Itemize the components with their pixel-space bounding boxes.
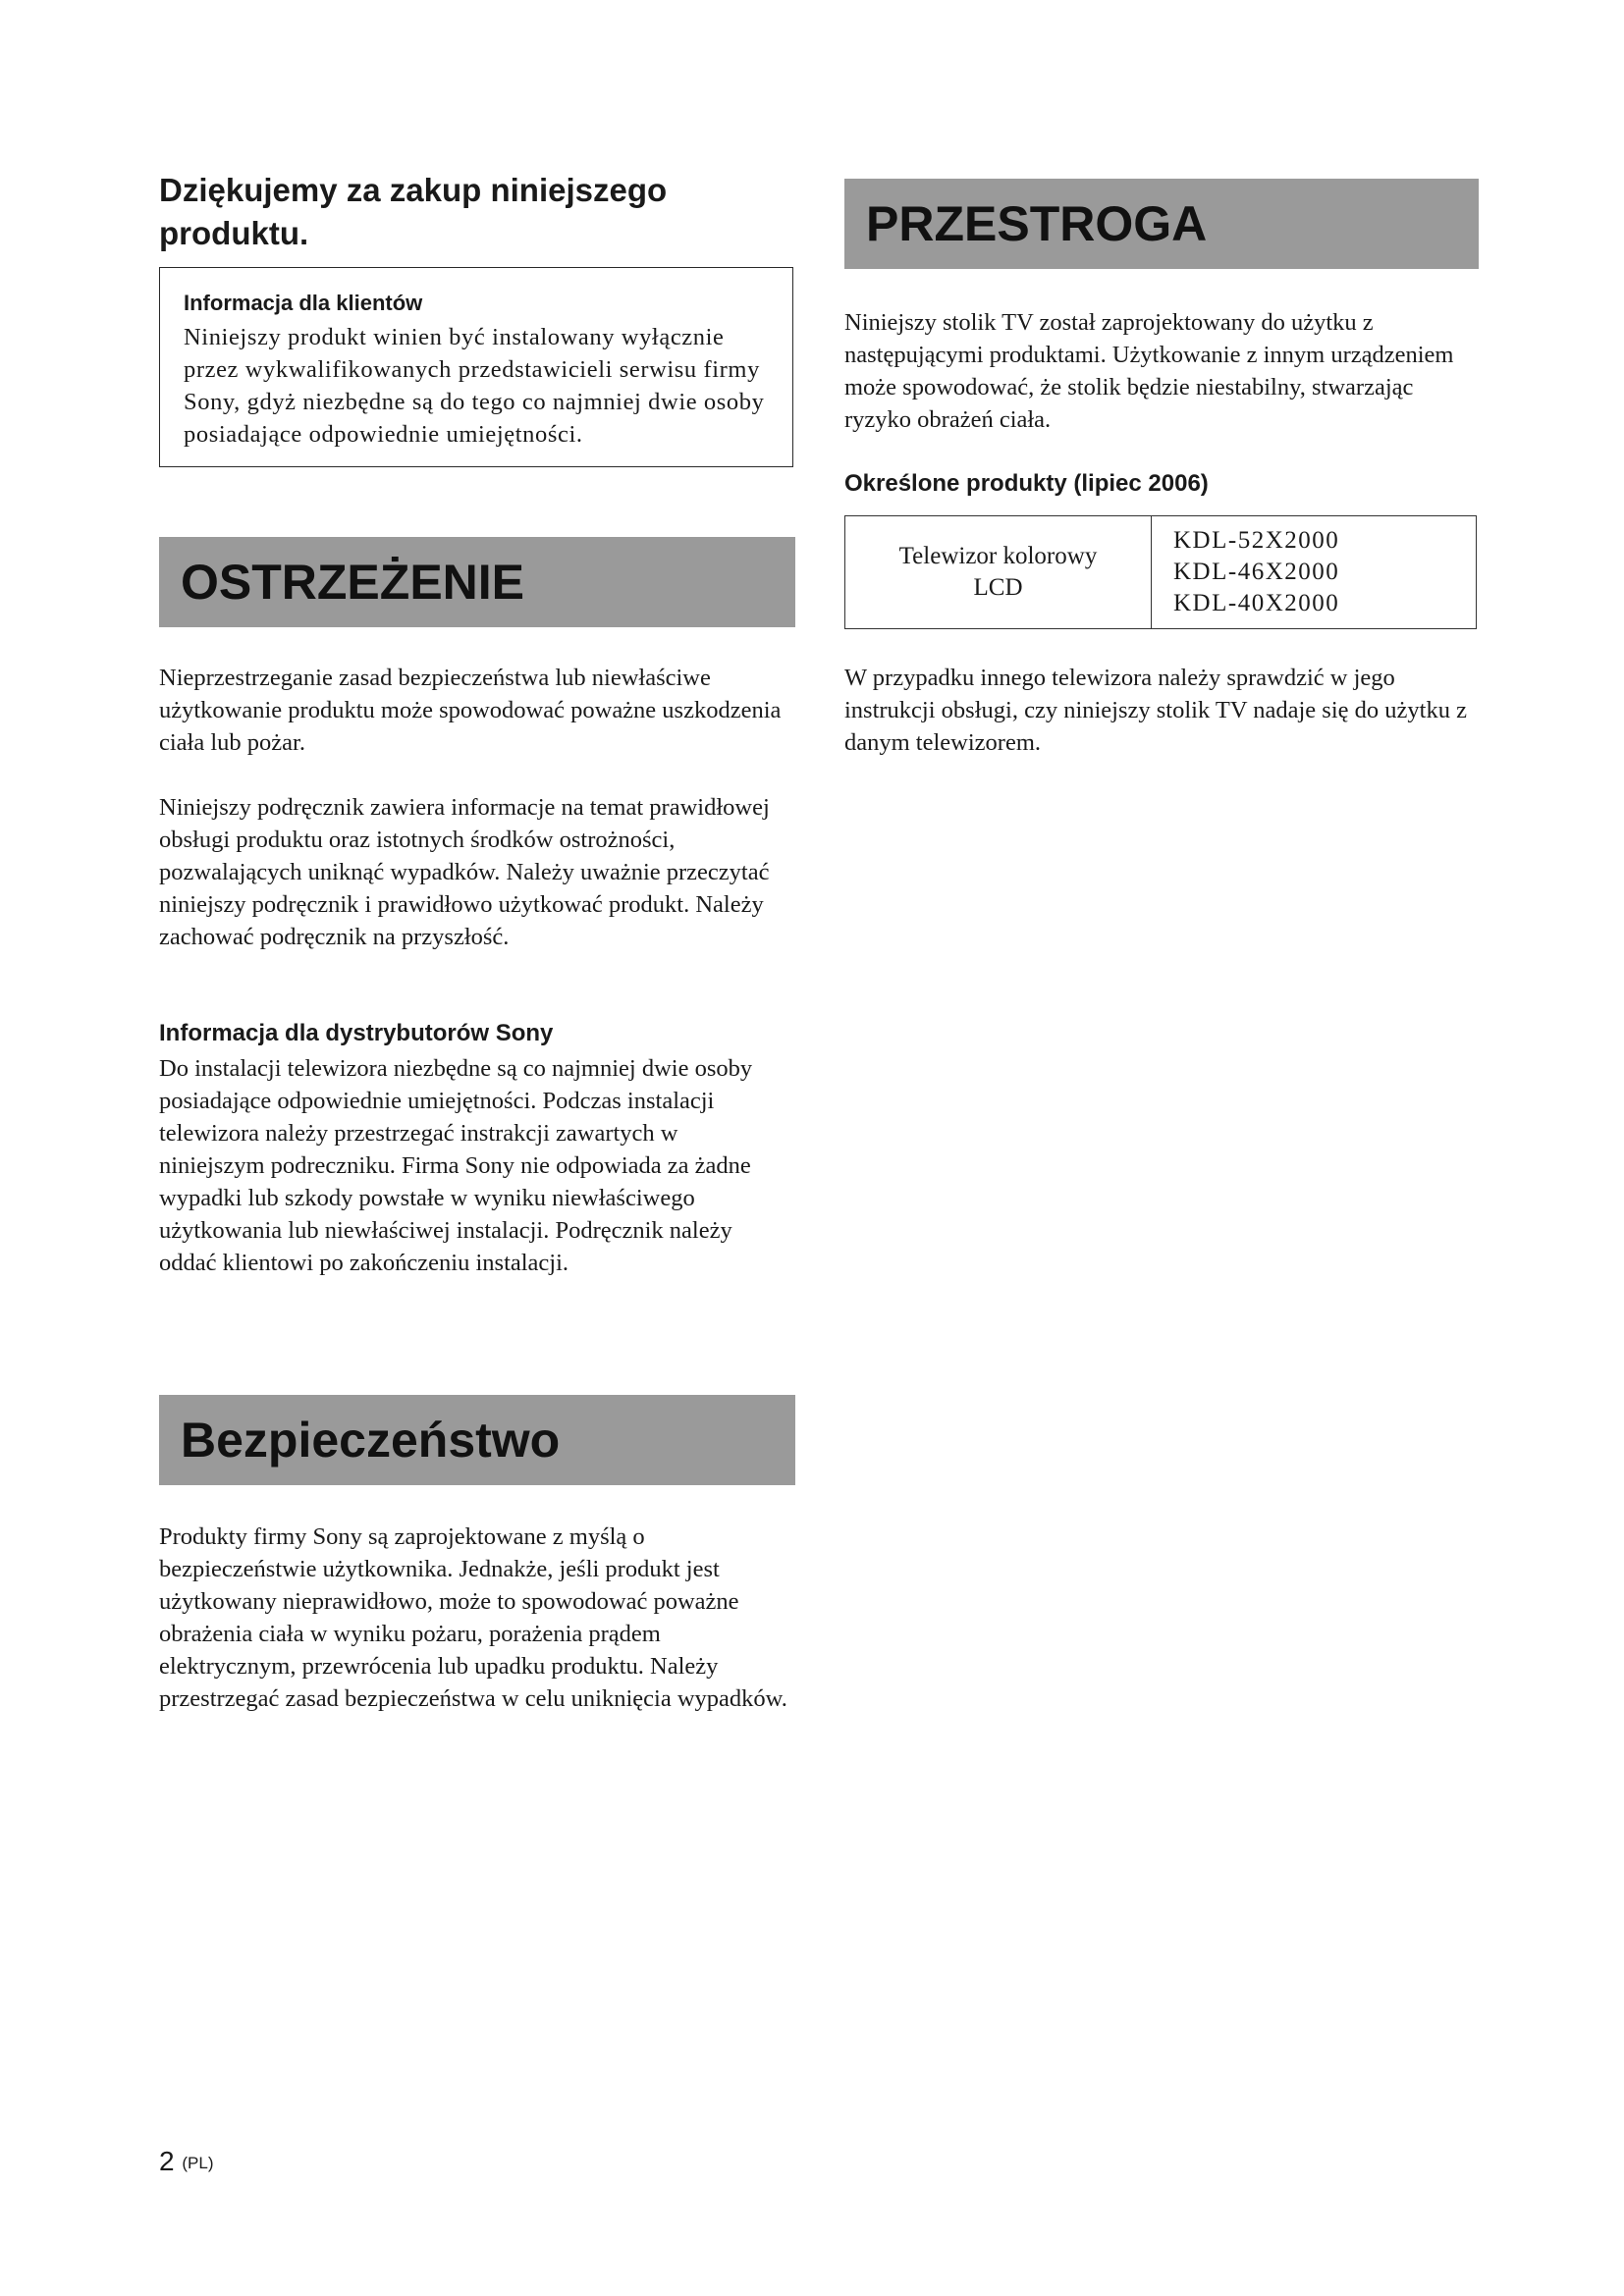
product-type-cell [845, 516, 1152, 629]
product-type-line-2: LCD [973, 574, 1023, 601]
dealers-text: Do instalacji telewizora niezbędne są co najmniej dwie osoby posiadające odpowiednie umiejętności. Podczas instalacji telewizora należy przestrzegać instrakcji zawartych w niniejszym podreczniku. Firma Sony nie odpowiada za żadne wypadki lub szkody powstałe w wyniku niewłaściwego użytkowania lub niewłaściwej instalacji. Podręcznik należy oddać klientowi po zakończeniu instalacji. [159, 1055, 753, 1276]
warning-paragraph-2: Niniejszy podręcznik zawiera informacje na temat prawidłowej obsługi produktu oraz istotnych środków ostrożności, pozwalających uniknąć wypadków. Należy uważnie przeczytać niniejszy podręcznik i prawidłowo użytkować produkt. Należy zachować podręcznik na przyszłość. [159, 794, 770, 950]
main-heading: Dziękujemy za zakup niniejszego produktu. [159, 172, 668, 251]
model-item: KDL-46X2000 [1173, 559, 1340, 585]
dealers-heading: Informacja dla dystrybutorów Sony [159, 1020, 554, 1046]
warning-paragraph-1: Nieprzestrzeganie zasad bezpieczeństwa lub niewłaściwe użytkowanie produktu może spowodować poważne uszkodzenia ciała lub pożar. [159, 665, 782, 756]
model-item: KDL-40X2000 [1173, 590, 1340, 616]
caution-intro: Niniejszy stolik TV został zaprojektowany do użytku z następującymi produktami. Użytkowanie z innym urządzeniem może spowodować, że stolik będzie niestabilny, stwarzając ryzyko obrażeń ciała. [844, 309, 1454, 433]
safety-text: Produkty firmy Sony są zaprojektowane z myślą o bezpieczeństwie użytkownika. Jednakże, jeśli produkt jest użytkowany nieprawidłowo, może to spowodować poważne obrażenia ciała w wyniku pożaru, porażenia prądem elektrycznym, przewrócenia lub upadku produktu. Należy przestrzegać zasad bezpieczeństwa w celu uniknięcia wypadków. [159, 1523, 787, 1712]
customer-info-title: Informacja dla klientów [184, 291, 423, 315]
page-number [159, 2144, 213, 2181]
page-number-value: 2 [159, 2146, 175, 2176]
model-item: KDL-52X2000 [1173, 527, 1340, 554]
table-row [845, 516, 1477, 629]
customer-info-text: Niniejszy produkt winien być instalowany wyłącznie przez wykwalifikowanych przedstawicieli serwisu firmy Sony, gdyż niezbędne są do tego co najmniej dwie osoby posiadające odpowiednie umiejętności. [184, 324, 765, 448]
products-table [844, 515, 1477, 629]
safety-banner: Bezpieczeństwo [159, 1395, 795, 1485]
customer-info-box [159, 267, 793, 467]
caution-banner: PRZESTROGA [844, 179, 1479, 269]
models-cell [1152, 516, 1477, 629]
page-language: (PL) [182, 2154, 214, 2172]
products-heading: Określone produkty (lipiec 2006) [844, 470, 1209, 497]
dealers-section [159, 1018, 795, 1279]
warning-banner: OSTRZEŻENIE [159, 537, 795, 627]
product-type-line-1: Telewizor kolorowy [898, 543, 1098, 569]
caution-outro: W przypadku innego telewizora należy sprawdzić w jego instrukcji obsługi, czy niniejszy stolik TV nadaje się do użytku z danym telewizorem. [844, 665, 1467, 756]
